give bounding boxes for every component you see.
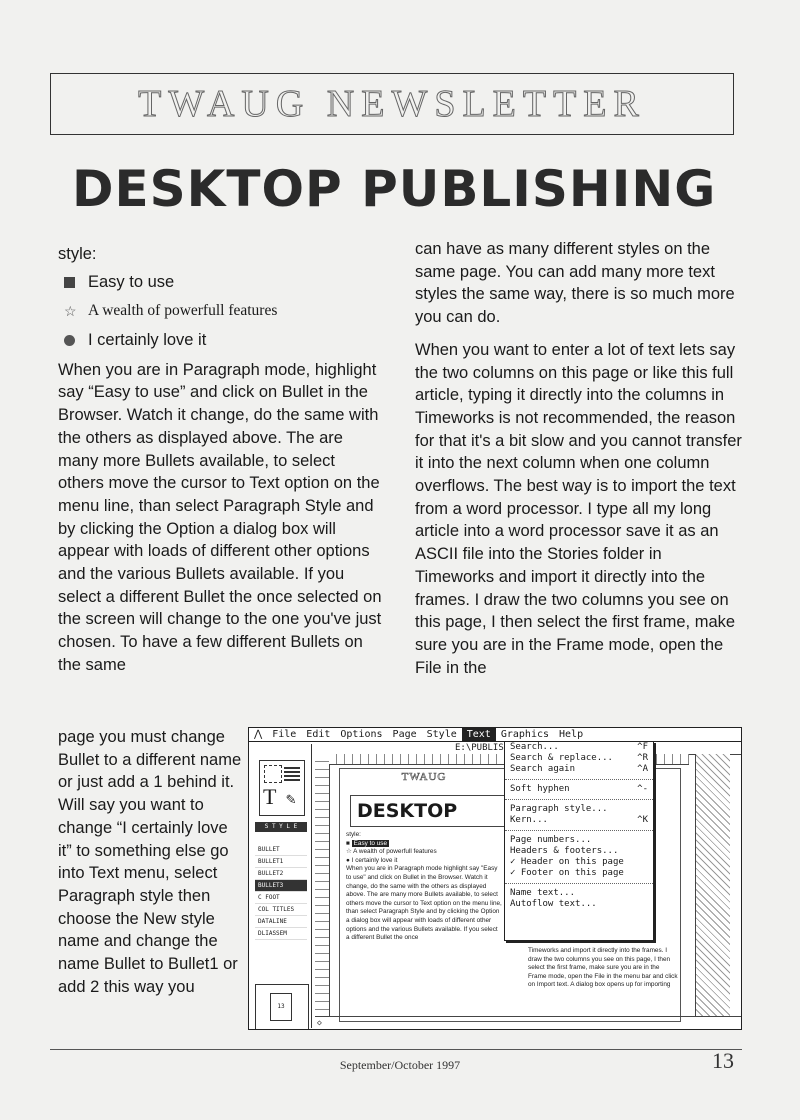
- wrap-text-column: page you must change Bullet to a different name or just add a 1 behind it. Will say you want to change “I certainly love it” to something else go into Text menu, select Paragraph style then choose the New style name and change the name Bullet to Bullet1 or add 2 this way you: [58, 728, 242, 996]
- body-paragraph: When you are in Paragraph mode, highlight say “Easy to use” and click on Bullet in the Browser. Watch it change, do the same with the others as displayed above. The are many more Bullets available, to select others move the cursor to Text option on the menu line, than select Paragraph Style and by clicking the Option a dialog box will appear with loads of different other options and the various Bullets available. If you select a different Bullet the once selected on the screen will change to the one you've just chosen. To have a few different Bullets on the same: [58, 360, 382, 674]
- mini-body: When you are in Paragraph mode highlight say "Easy to use" and click on Bullet in the Browser. Watch it change, do the same with the others as displayed above. The are many more Bullets available, to select others move the cursor to Text option on the menu line, than select Paragraph Style and by clicking the Option a dialog box will appear with loads of different other options and the various Bullets available. If you select a different Bullet the once: [346, 865, 502, 942]
- bullet-text: Easy to use: [88, 272, 175, 291]
- menu-options: Options: [340, 729, 383, 740]
- mini-bullet-text: A wealth of powerfull features: [353, 848, 437, 856]
- menu-item: Kern... ^K: [510, 815, 648, 825]
- toolbox-panel: [251, 744, 312, 1028]
- menu-item: Search... ^F: [510, 742, 648, 752]
- style-item: BULLET2: [255, 868, 307, 880]
- menu-item: Page numbers...: [510, 835, 592, 845]
- menu-item: ✓ Header on this page: [510, 857, 624, 867]
- mini-bullet: ● I certainly love it: [346, 856, 398, 864]
- footer-divider: [50, 1049, 742, 1050]
- mini-bullet: ■ Easy to use: [346, 839, 388, 847]
- mini-bullet-highlight: Easy to use: [353, 839, 388, 847]
- menu-item: Headers & footers...: [510, 846, 619, 856]
- mini-bullet: ☆ A wealth of powerfull features: [346, 848, 437, 856]
- vertical-ruler: [315, 754, 330, 1016]
- menu-item: Autoflow text...: [510, 899, 597, 909]
- page-icon: 13: [270, 993, 292, 1021]
- mini-left-column: [346, 831, 502, 943]
- style-item: DATALINE: [255, 916, 307, 928]
- bullet-text: A wealth of powerfull features: [88, 301, 278, 319]
- scroll-left-arrow-icon: ◇: [317, 1018, 322, 1027]
- menu-text: Text: [462, 728, 496, 741]
- menu-separator: [505, 883, 653, 884]
- menu-item: Paragraph style...: [510, 804, 608, 814]
- menu-edit: Edit: [306, 729, 331, 740]
- style-item: BULLET: [255, 844, 307, 856]
- pencil-tool-icon: ✎: [286, 789, 296, 808]
- style-item: COL TITLES: [255, 904, 307, 916]
- mini-bullet-text: I certainly love it: [351, 856, 398, 864]
- right-pasteboard: [695, 754, 730, 1016]
- page-number: 13: [712, 1048, 734, 1073]
- style-item-selected: BULLET3: [255, 880, 307, 892]
- menu-page: Page: [392, 729, 417, 740]
- menu-separator: [505, 830, 653, 831]
- style-list: [255, 844, 307, 940]
- menu-style: Style: [426, 729, 457, 740]
- styles-header: S T Y L E: [255, 822, 307, 832]
- menu-graphics: Graphics: [500, 729, 550, 740]
- mini-masthead: TWAUG: [401, 771, 447, 783]
- body-paragraph: can have as many different styles on the same page. You can add many more text styles the same way, there is so much more you can do.: [415, 240, 735, 327]
- body-paragraph: When you want to enter a lot of text lets say the two columns on this page or like this full article, typing it directly into the columns in Timeworks is not recommended, the reason for that it's a bit slow and you cannot transfer it into the next column when one column overflows. The best way is to import the text from a word processor. I type all my long article into a word processor save it as an ASCII file into the Stories folder in Timeworks and import it directly into the frames. I draw the two columns you see on this page, I then select the first frame, make sure you are in the Frame mode, open the File in the: [415, 340, 742, 677]
- menu-bar: [249, 728, 741, 742]
- paragraph-tool-icon: [284, 765, 300, 781]
- right-column: [415, 238, 745, 679]
- mini-intro: style:: [346, 831, 361, 838]
- text-tool-icon: T: [263, 784, 277, 809]
- horizontal-scrollbar: [315, 1016, 741, 1029]
- text-menu-dropdown: [504, 741, 654, 941]
- tool-palette: [259, 760, 305, 816]
- window-title: E:\PUBLIS: [455, 743, 504, 753]
- menu-item: ✓ Footer on this page: [510, 868, 624, 878]
- article-headline: DESKTOP PUBLISHING: [72, 160, 717, 218]
- menu-item: Search again ^A: [510, 764, 648, 774]
- style-item: C FOOT: [255, 892, 307, 904]
- page-navigator: [255, 984, 309, 1030]
- mini-right-column: Timeworks and import it directly into the frames. I draw the two columns you see on this page, I then select the first frame, make sure you are in the Frame mode, open the File in the menu bar and click on Import text. A dialog box opens up for importing: [528, 947, 678, 989]
- issue-date: September/October 1997: [339, 1058, 461, 1072]
- bullet-text: I certainly love it: [88, 330, 207, 349]
- menu-item: Soft hyphen ^-: [510, 784, 648, 794]
- menu-separator: [505, 799, 653, 800]
- star-bullet-icon: ☆: [64, 302, 77, 319]
- intro-text: style:: [58, 245, 97, 263]
- bullet-list: [58, 268, 383, 355]
- masthead-title: TWAUG NEWSLETTER: [138, 83, 646, 125]
- style-item: DLIASSEM: [255, 928, 307, 940]
- newsletter-masthead: [50, 73, 734, 135]
- menu-help: Help: [559, 729, 584, 740]
- style-item: BULLET1: [255, 856, 307, 868]
- round-bullet-icon: [58, 335, 88, 346]
- square-bullet-icon: [58, 277, 88, 288]
- atari-logo-icon: ⋀: [254, 729, 263, 740]
- frame-tool-icon: [264, 765, 282, 783]
- menu-separator: [505, 779, 653, 780]
- list-item: [58, 297, 383, 326]
- menu-item: Name text...: [510, 888, 576, 898]
- mini-headline: DESKTOP: [350, 795, 508, 827]
- left-column: [58, 243, 383, 677]
- menu-file: File: [272, 729, 297, 740]
- menu-item: Search & replace... ^R: [510, 753, 648, 763]
- list-item: [58, 268, 383, 297]
- timeworks-screenshot: [248, 727, 742, 1030]
- list-item: [58, 326, 383, 355]
